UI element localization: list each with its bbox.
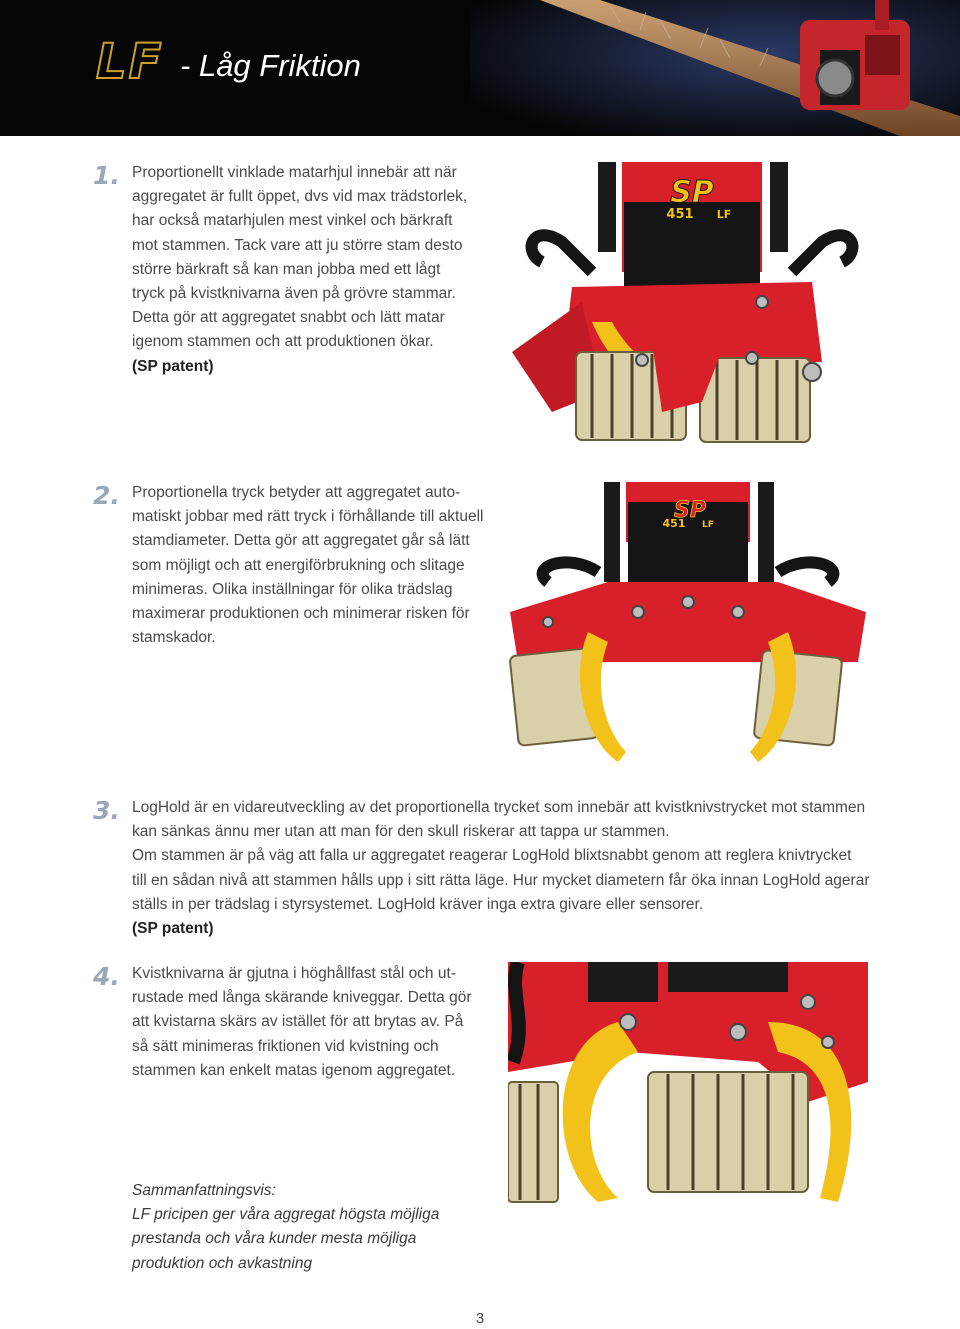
paragraph-line: Proportionellt vinklade matarhjul innebär att när — [132, 164, 457, 181]
paragraph-line: rustade med långa skärande kniveggar. Detta gör — [132, 989, 472, 1007]
paragraph-line: stammen kan enkelt matas igenom aggregatet. — [132, 1061, 456, 1079]
section-number-2: 2. — [93, 481, 120, 510]
paragraph-line: matiskt jobbar med rätt tryck i förhållande till aktuell — [132, 508, 484, 526]
paragraph-line: ställs in per trädslag i styrsystemet. LogHold kräver inga extra givare eller sensorer. — [132, 895, 704, 913]
summary-block — [132, 1179, 492, 1276]
paragraph-line: maximerar produktionen och minimerar risken för — [132, 605, 470, 623]
paragraph-line: kan sänkas ännu mer utan att man för den skull riskerar att tappa ur stammen. — [132, 823, 670, 841]
section-number-3: 3. — [93, 796, 120, 825]
section-3-text — [132, 796, 892, 941]
patent-note: (SP patent) — [132, 357, 214, 375]
section-4-text — [132, 962, 502, 1083]
summary-line: Sammanfattningsvis: — [132, 1182, 276, 1199]
paragraph-line: till en sådan nivå att stammen hålls upp i sitt rätta läge. Hur mycket diametern får öka innan LogHold agerar — [132, 871, 870, 889]
paragraph-line: Om stammen är på väg att falla ur aggregatet reagerar LogHold blixtsnabbt genom att reglera knivtrycket — [132, 847, 852, 865]
paragraph-line: igenom stammen och att produktionen ökar. — [132, 333, 434, 351]
paragraph-line: stamskador. — [132, 629, 216, 647]
section-2-text — [132, 481, 502, 650]
section-number-4: 4. — [93, 962, 120, 991]
paragraph-line: minimeras. Olika inställningar för olika trädslag — [132, 580, 453, 598]
summary-line: prestanda och våra kunder mesta möjliga — [132, 1230, 417, 1248]
page-header — [0, 0, 960, 136]
paragraph-line: större bärkraft så kan man jobba med ett lågt — [132, 260, 441, 278]
harvester-head-photo-1 — [512, 162, 872, 454]
paragraph-line: LogHold är en vidareutveckling av det proportionella trycket som innebär att kvistknivstrycket mot stammen — [132, 799, 866, 816]
paragraph-line: så sätt minimeras friktionen vid kvistning och — [132, 1037, 439, 1055]
paragraph-line: att kvistarna skärs av istället för att brytas av. På — [132, 1013, 464, 1031]
paragraph-line: Proportionella tryck betyder att aggregatet auto- — [132, 484, 461, 501]
harvester-head-photo-2 — [508, 482, 868, 770]
paragraph-line: aggregatet är fullt öppet, dvs vid max trädstorlek, — [132, 188, 468, 206]
section-1-text — [132, 161, 502, 379]
brand-label: SP — [674, 498, 706, 523]
paragraph-line: mot stammen. Tack vare att ju större stam desto — [132, 236, 463, 254]
summary-line: LF pricipen ger våra aggregat högsta möjliga — [132, 1206, 440, 1224]
summary-line: produktion och avkastning — [132, 1254, 313, 1272]
section-number-1: 1. — [93, 161, 120, 190]
paragraph-line: Kvistknivarna är gjutna i höghållfast stål och ut- — [132, 965, 456, 982]
lf-logo: LF — [96, 34, 164, 90]
variant-label: LF — [702, 520, 714, 530]
paragraph-line: stamdiameter. Detta gör att aggregatet går så lätt — [132, 532, 470, 550]
model-label: 451 — [666, 207, 694, 222]
paragraph-line: tryck på kvistknivarna även på grövre stammar. — [132, 285, 456, 303]
paragraph-line: har också matarhjulen mest vinkel och bärkraft — [132, 212, 453, 230]
model-label: 451 — [662, 517, 686, 530]
paragraph-line: som möjligt och att energiförbrukning och slitage — [132, 556, 465, 574]
variant-label: LF — [716, 208, 732, 221]
page-title: - Låg Friktion — [180, 48, 361, 83]
brand-label: SP — [670, 175, 714, 210]
patent-note: (SP patent) — [132, 920, 214, 938]
paragraph-line: Detta gör att aggregatet snabbt och lätt matar — [132, 309, 445, 327]
header-harvester-photo — [470, 0, 960, 136]
page-number: 3 — [475, 1310, 485, 1327]
delimbing-knife-closeup-photo — [508, 962, 868, 1210]
